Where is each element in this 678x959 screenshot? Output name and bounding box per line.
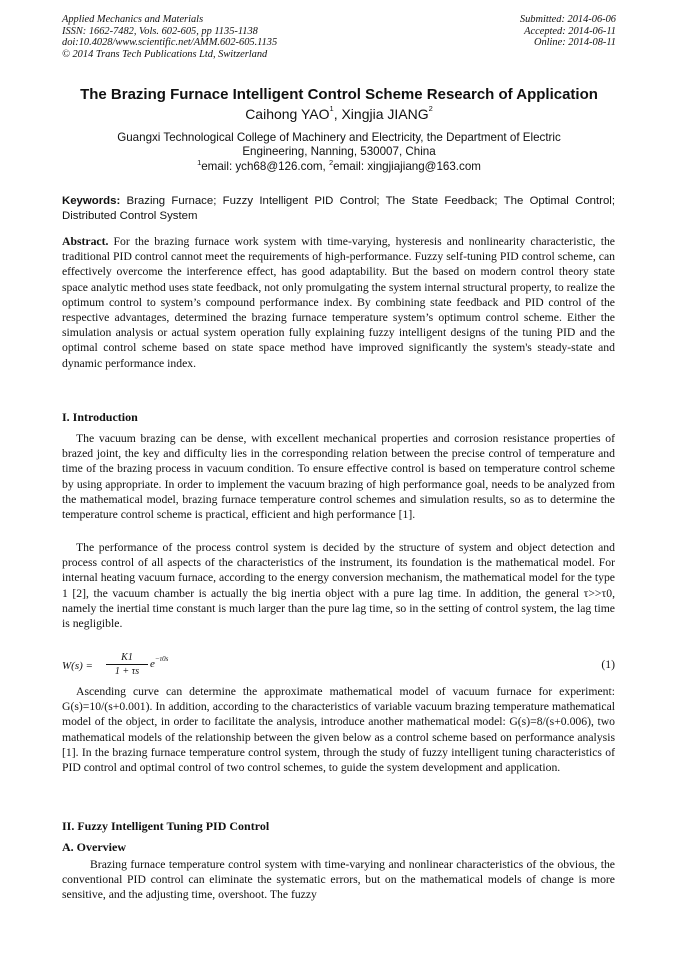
journal-name: Applied Mechanics and Materials (62, 14, 204, 25)
intro-paragraph-2: The performance of the process control system is decided by the structure of system and object detection and process control of all aspects of the characteristics of the instrument, its foundation is the mathematical model. For internal heating vacuum furnace, according to the energy conversion mechanism, the mathematical model for the type 1 [2], the vacuum chamber is actually the big inertia object with a pure lag time. In addition, the general τ>>τ0, namely the inertial time constant is much larger than the pure lag time, so in the setting of control system, the lag time is negligible. (62, 541, 615, 631)
online-date: Online: 2014-08-11 (533, 37, 616, 49)
author-list (0, 106, 678, 122)
exp-power: −τ0s (154, 655, 169, 663)
abstract-label: Abstract. (62, 235, 109, 248)
overview-paragraph-1: Brazing furnace temperature control system with time-varying and nonlinear characteristics of the obvious, the conventional PID control can eliminate the systematic errors, but on the mathematical models of change is more sensitive, and the adjusting time, overshoot. The fuzzy (62, 858, 615, 902)
equation-number: (1) (601, 658, 615, 671)
email-1: email: ych68@126.com, (201, 160, 329, 173)
affiliation: Guangxi Technological College of Machinery and Electricity, the Department of Electric Engineering, Nanning, 530007, China (117, 131, 561, 158)
intro-paragraph-1: The vacuum brazing can be dense, with excellent mechanical properties and corrosion resistance properties of brazed joint, the key and difficulty lies in the corresponding relation between the precise control of temperature and time of the brazing process in vacuum condition. To ensure effective control is based on temperature control scheme by using appropriate. In order to implement the vacuum brazing of high performance goal, needs to be analyzed from the mathematical model, brazing furnace temperature control schemes and simulation results, so as to determine the temperature control scheme is practical, efficient and high performance [1]. (62, 432, 615, 522)
paper-title: The Brazing Furnace Intelligent Control Scheme Research of Application (80, 86, 598, 103)
journal-header-left (62, 14, 277, 60)
equation-fraction (106, 652, 148, 677)
email-2: email: xingjiajiang@163.com (333, 160, 481, 173)
issn-line: ISSN: 1662-7482, Vols. 602-605, pp 1135-1138 (62, 25, 258, 37)
accepted-date: Accepted: 2014-06-11 (524, 25, 616, 37)
keywords-text: Brazing Furnace; Fuzzy Intelligent PID Control; The State Feedback; The Optimal Control; Distributed Control System (62, 195, 615, 222)
section-heading-fuzzy-pid: II. Fuzzy Intelligent Tuning PID Control (62, 819, 270, 833)
subsection-heading-overview: A. Overview (62, 840, 126, 854)
keywords-label: Keywords: (62, 195, 121, 207)
exp-base: e (150, 658, 155, 670)
journal-header-right (520, 14, 616, 49)
author-emails (0, 160, 678, 173)
author-separator: , (333, 106, 342, 122)
section-heading-introduction: I. Introduction (62, 410, 138, 424)
equation-denominator: 1 + τs (114, 666, 140, 677)
email-1-mark: 1 (197, 158, 202, 167)
intro-paragraph-3: Ascending curve can determine the approximate mathematical model of vacuum furnace for experiment: G(s)=10/(s+0.001). In addition, according to the characteristics of variable vacuum brazing temperature mathematical model of the object, in order to facilitate the analysis, introduce another mathematical model: G(s)=8/(s+0.006), two mathematical models of the relationship between the given below as a control scheme based on performance analysis [1]. In the brazing furnace temperature control system, through the study of fuzzy intelligent tuning characteristics of PID control and optimal control of two control schemes, to guide the system development and application. (62, 685, 615, 775)
copyright-line: © 2014 Trans Tech Publications Ltd, Switzerland (62, 48, 268, 60)
abstract (62, 234, 615, 371)
equation-1 (62, 652, 615, 684)
author-1: Caihong YAO (245, 106, 330, 122)
submitted-date: Submitted: 2014-06-06 (519, 14, 616, 25)
equation-lhs: W(s) = (62, 660, 93, 672)
equation-numerator: K1 (121, 652, 133, 663)
doi-line: doi:10.4028/www.scientific.net/AMM.602-605.1135 (62, 37, 278, 49)
author-2-affil-mark: 2 (428, 104, 433, 113)
fraction-bar (106, 664, 148, 665)
keywords (62, 194, 615, 224)
equation-exponential (150, 655, 169, 670)
email-2-mark: 2 (329, 158, 334, 167)
author-2: Xingjia JIANG (341, 106, 429, 122)
abstract-text: For the brazing furnace work system with time-varying, hysteresis and nonlinearity characteristic, the traditional PID control cannot meet the requirements of high-performance. Fuzzy self-tuning PID control scheme, can effectively overcome the interference effect, has good adaptability. But the based on modern control theory state space analytic method uses state feedback, not only promulgating the system internal structural property, to realize the optimum control to system’s compound performance index. By combining state feedback and PID control of the respective advantages, determined the brazing furnace temperature system’s optimum control scheme. Either the simulation analysis or actual system operation fully explaining fuzzy intelligent designs of the tuning PID and the optimal control scheme based on state space method have improved significantly the system's steady-state and dynamic performance index. (62, 235, 615, 370)
author-1-affil-mark: 1 (329, 104, 334, 113)
